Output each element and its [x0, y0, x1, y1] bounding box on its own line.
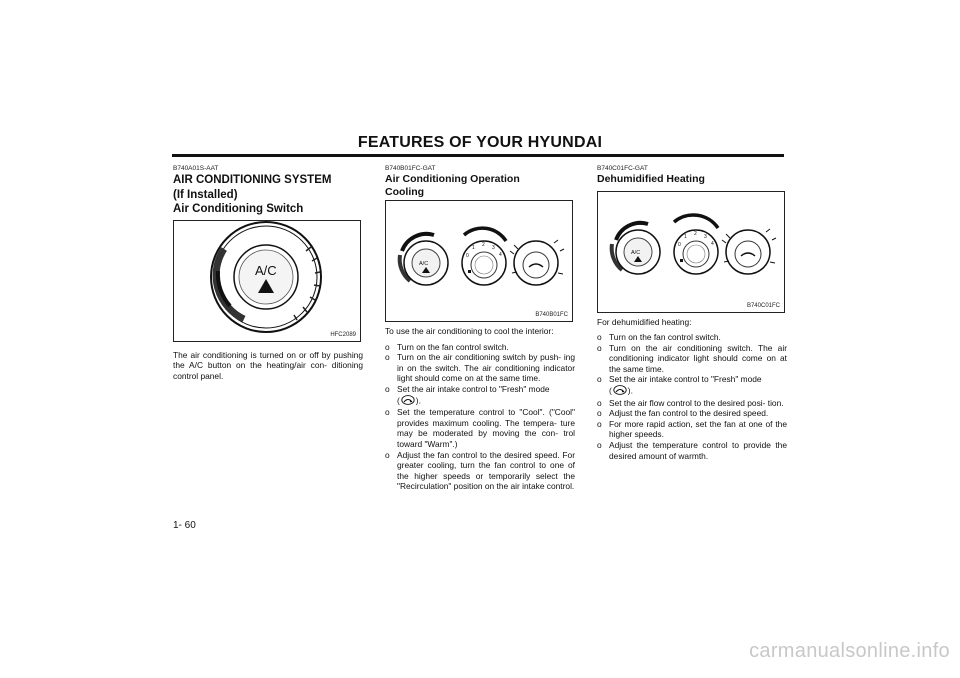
list-item: o Set the air intake control to "Fresh" mode ( ).: [597, 374, 787, 397]
fan-tick-4: 4: [499, 252, 502, 258]
section-heading: Dehumidified Heating: [597, 173, 705, 185]
list-item: o Adjust the fan control to the desired speed.: [597, 408, 769, 419]
section-subheading-installed: (If Installed): [173, 188, 238, 201]
page-header: [0, 134, 960, 152]
list-item: o Turn on the air conditioning switch by push- ing in on the switch. The air conditioning indicator light should come on at the same time.: [385, 352, 575, 384]
fan-tick-0: 0: [466, 253, 469, 259]
fan-tick-3: 3: [492, 245, 495, 251]
header-divider: [172, 154, 784, 157]
list-item: o Adjust the temperature control to provide the desired amount of warmth.: [597, 440, 787, 461]
page-title: FEATURES OF YOUR HYUNDAI: [357, 134, 603, 151]
fresh-air-icon: [401, 395, 415, 408]
section-subheading: Cooling: [385, 185, 425, 198]
list-item: o Adjust the fan control to the desired speed. For greater cooling, turn the fan control to one of the higher speeds or temporarily select the "Recirculation" position on the air intake control.: [385, 449, 575, 492]
figure-ac-panel: [385, 200, 573, 322]
list-item: o Set the air flow control to the desired posi- tion.: [597, 397, 784, 408]
fan-tick-1: 1: [684, 233, 687, 240]
page-number: 1- 60: [173, 520, 196, 531]
section-subheading: Air Conditioning Switch: [173, 203, 304, 215]
section-intro: For dehumidified heating:: [597, 316, 692, 327]
list-item: o Set the temperature control to "Cool". ("Cool" provides maximum cooling. The tempera- ture may be moderated by moving the con- trol toward "Warm".): [385, 407, 575, 449]
fan-tick-1: 1: [472, 245, 475, 251]
control-panel-illustration: [598, 192, 784, 312]
figure-code: HFC2089: [330, 331, 356, 338]
list-item: o Turn on the air conditioning switch. The air conditioning indicator light should come on at the same time.: [597, 342, 787, 374]
list-item: o For more rapid action, set the fan at one of the higher speeds.: [597, 418, 787, 440]
ac-button-label: A/C: [255, 262, 277, 278]
section-code: B740B01FC-GAT: [385, 165, 436, 172]
figure-ac-switch: [173, 220, 361, 342]
list-item: o Turn on the fan control switch.: [597, 332, 721, 343]
column-ac-switch: [173, 165, 363, 384]
section-heading: AIR CONDITIONING SYSTEM: [173, 174, 332, 186]
section-code: B740C01FC-GAT: [597, 165, 648, 172]
fan-tick-4: 4: [711, 240, 714, 247]
figure-ac-panel: [597, 191, 785, 313]
ac-label: A/C: [419, 261, 429, 267]
steps-list: [385, 342, 575, 492]
column-ac-cooling: [385, 165, 575, 492]
fan-tick-2: 2: [482, 242, 485, 248]
fresh-air-icon: [613, 385, 627, 398]
ac-knob-illustration: [174, 221, 360, 341]
figure-code: B740B01FC: [535, 312, 568, 318]
section-body: The air conditioning is turned on or off by pushing the A/C button on the heating/air con- ditioning control panel.: [173, 349, 363, 381]
fan-tick-0: 0: [678, 241, 681, 248]
ac-label: A/C: [631, 249, 641, 256]
control-panel-illustration: [386, 201, 572, 321]
watermark-text: carmanualsonline.info: [749, 640, 950, 662]
fan-tick-3: 3: [704, 233, 707, 240]
list-item: o Turn on the fan control switch.: [385, 341, 509, 352]
section-intro: To use the air conditioning to cool the interior:: [385, 326, 554, 336]
fan-tick-2: 2: [694, 230, 697, 237]
section-code: B740A01S-AAT: [173, 165, 219, 172]
steps-list: [597, 332, 787, 461]
section-heading: Air Conditioning Operation: [385, 173, 520, 185]
figure-code: B740C01FC: [746, 302, 780, 309]
column-dehumidified-heating: [597, 165, 787, 461]
list-item: o Set the air intake control to "Fresh" mode ( ).: [385, 384, 575, 407]
